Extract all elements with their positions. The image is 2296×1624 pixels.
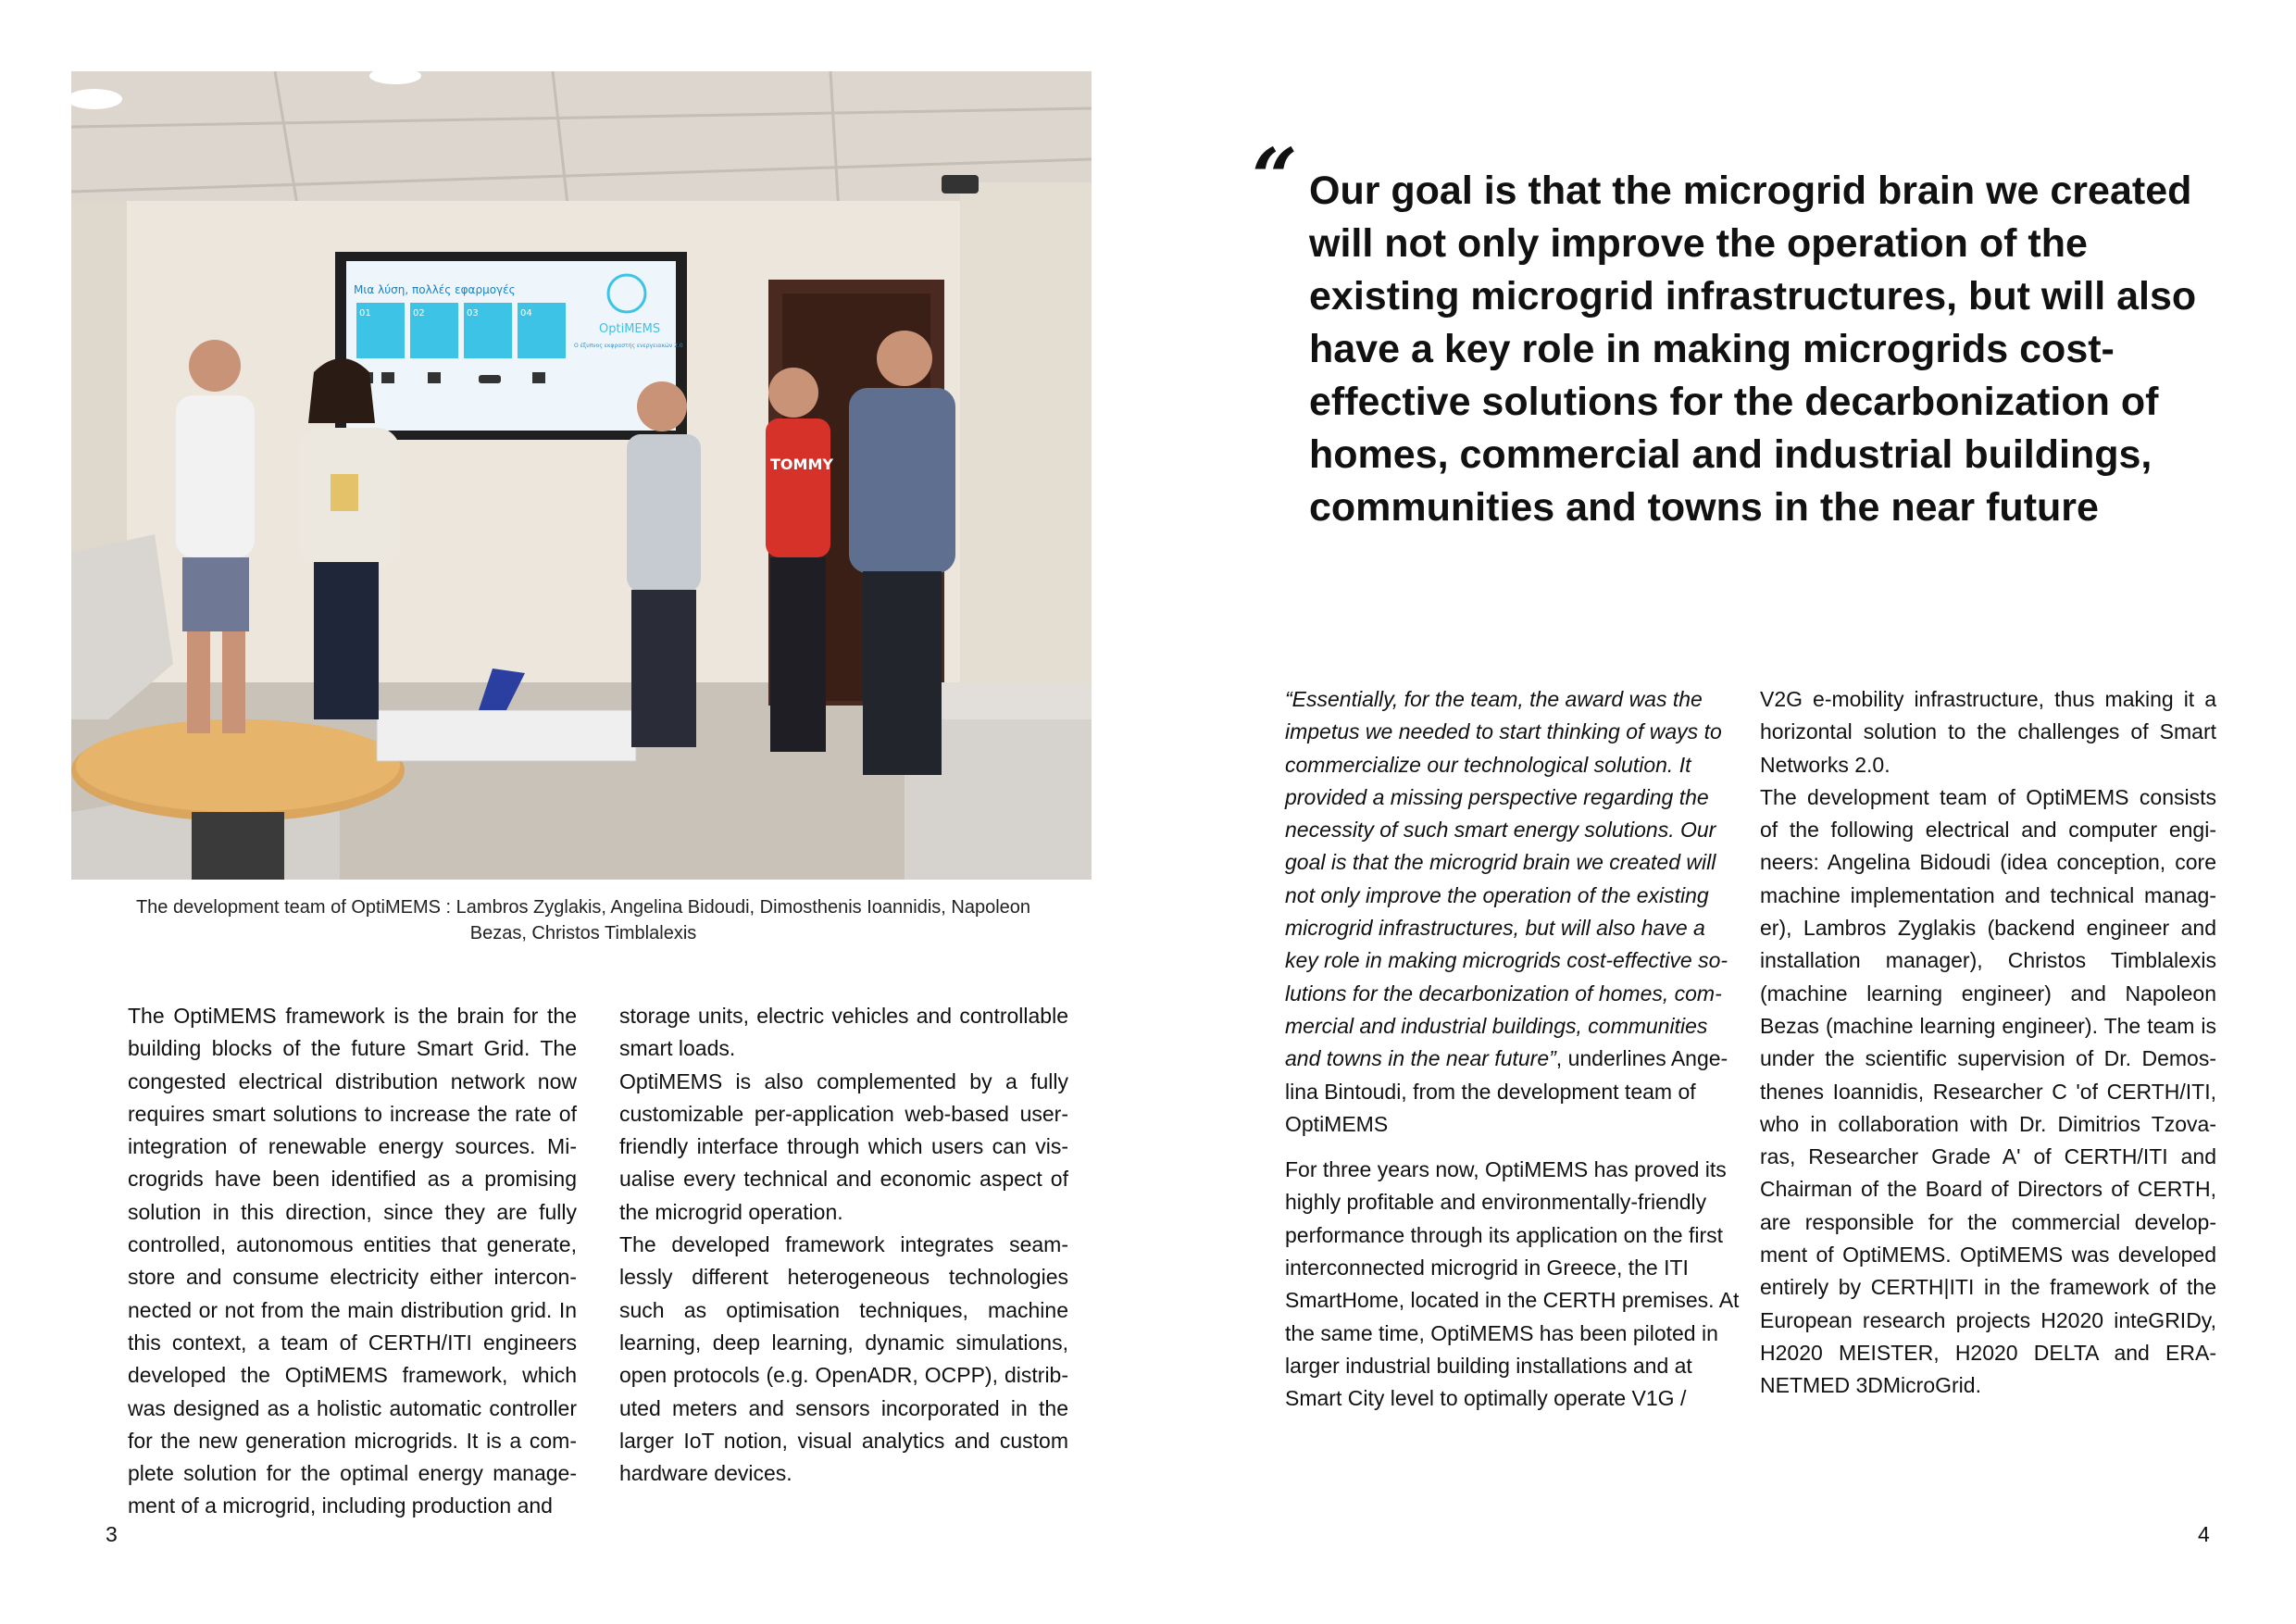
team-photo-illustration: [71, 71, 1092, 880]
left-column-2: [619, 1000, 1068, 1490]
screen-tile-4-label: 04: [520, 308, 532, 319]
quote-mark-icon: “: [1252, 131, 1298, 225]
quote-attribution: , underlines Ange-lina Bintoudi, from the development team of OptiMEMS: [1285, 1046, 1728, 1136]
screen-brand: OptiMEMS: [599, 322, 661, 336]
shirt-text: TOMMY: [770, 456, 833, 473]
left-column-1: [128, 1000, 577, 1523]
left-column-2-paragraph-3: The developed framework integrates seam-lessly different heterogeneous technologies such as optimisation techniques, machine learning, deep learning, dynamic simulations, open protocols (e.g. OpenADR, OCPP), distrib-uted meters and sensors incorporated in the larger IoT notion, visual analytics and custom hardware devices.: [619, 1232, 1068, 1486]
left-column-1-text: The OptiMEMS framework is the brain for the building blocks of the future Smart Grid. The congested electrical distribution network now requires smart solutions to increase the rate of integration of renewable energy sources. Mi-crogrids have been identified as a promising solution in this direction, since they are fully controlled, autonomous entities that generate, store and consume electricity either intercon-nected or not from the main distribution grid. In this context, a team of CERTH/ITI engineers developed the OptiMEMS framework, which was designed as a holistic automatic controller for the new generation microgrids. It is a com-plete solution for the optimal energy manage-ment of a microgrid, including production and: [128, 1004, 577, 1518]
left-column-2-paragraph-2: OptiMEMS is also complemented by a fully customizable per-application web-based user-friendly interface through which users can vis-ualise every technical and economic aspect of the microgrid operation.: [619, 1068, 1068, 1224]
screen-heading: Μια λύση, πολλές εφαρμογές: [354, 283, 516, 296]
page-number-left: 3: [106, 1522, 118, 1546]
right-column-2-paragraph-2: The development team of OptiMEMS consists of the following electrical and computer engi-neers: Angelina Bidoudi (idea conception, core machine implementation and technical manag-er), Lambros Zyglakis (backend engineer and installation manager), Christos Timblalexis (machine learning engineer) and Napoleon Bezas (machine learning engineer). The team is under the scientific supervision of Dr. Demos-thenes Ioannidis, Researcher C 'of CERTH/ITI, who in collaboration with Dr. Dimitrios Tzova-ras, Researcher Grade A' of CERTH/ITI and Chairman of the Board of Directors of CERTH, are responsible for the commercial develop-ment of OptiMEMS. OptiMEMS was developed entirely by CERTH|ITI in the framework of the European research projects H2020 inteGRIDy, H2020 MEISTER, H2020 DELTA and ERA-NETMED 3DMicroGrid.: [1760, 784, 2216, 1398]
right-column-2: [1760, 683, 2216, 1403]
screen-tile-1-label: 01: [359, 308, 371, 319]
screen-tile-2-label: 02: [413, 308, 425, 319]
caption-line-1: The development team of OptiMEMS : Lambros Zyglakis, Angelina Bidoudi, Dimosthenis Ioannidis, Napoleon: [135, 897, 1031, 918]
right-column-2-paragraph-1: V2G e-mobility infrastructure, thus making it a horizontal solution to the challenges of Smart Networks 2.0.: [1760, 687, 2216, 777]
left-column-2-paragraph-1: storage units, electric vehicles and controllable smart loads.: [619, 1004, 1068, 1061]
pull-quote: Our goal is that the microgrid brain we created will not only improve the operation of the existing microgrid infrastructures, but will also have a key role in making microgrids cost-effective solutions for the decarbonization of homes, commercial and industrial buildings, communities and towns in the near future: [1309, 169, 2197, 530]
right-column-1-paragraph-2: For three years now, OptiMEMS has proved its highly profitable and environmentally-friendly performance through its application on the first interconnected microgrid in Greece, the ITI SmartHome, located in the CERTH premises. At the same time, OptiMEMS has been piloted in larger industrial building installations and at Smart City level to optimally operate V1G /: [1285, 1157, 1740, 1411]
team-photo: [71, 71, 1092, 880]
page-number-right: 4: [2198, 1522, 2210, 1546]
right-column-1: [1285, 683, 1741, 1416]
screen-brand-sub: Ο έξυπνος εκφραστής ενεργειακών 2.0: [574, 343, 683, 349]
quote-italic-text: “Essentially, for the team, the award was the impetus we needed to start thinking of ways to commercialize our technological solution. It provided a missing perspective regarding the necessity of such smart energy solutions. Our goal is that the microgrid brain we created will not only improve the operation of the existing microgrid infrastructures, but will also have a key role in making microgrids cost-effective so-lutions for the decarbonization of homes, com-mercial and industrial buildings, communities and towns in the near future”: [1285, 687, 1728, 1071]
caption-line-2: Bezas, Christos Timblalexis: [469, 923, 697, 943]
screen-tile-3-label: 03: [467, 308, 479, 319]
right-column-1-paragraph-1: [1285, 683, 1741, 1141]
photo-caption: [120, 894, 1046, 946]
